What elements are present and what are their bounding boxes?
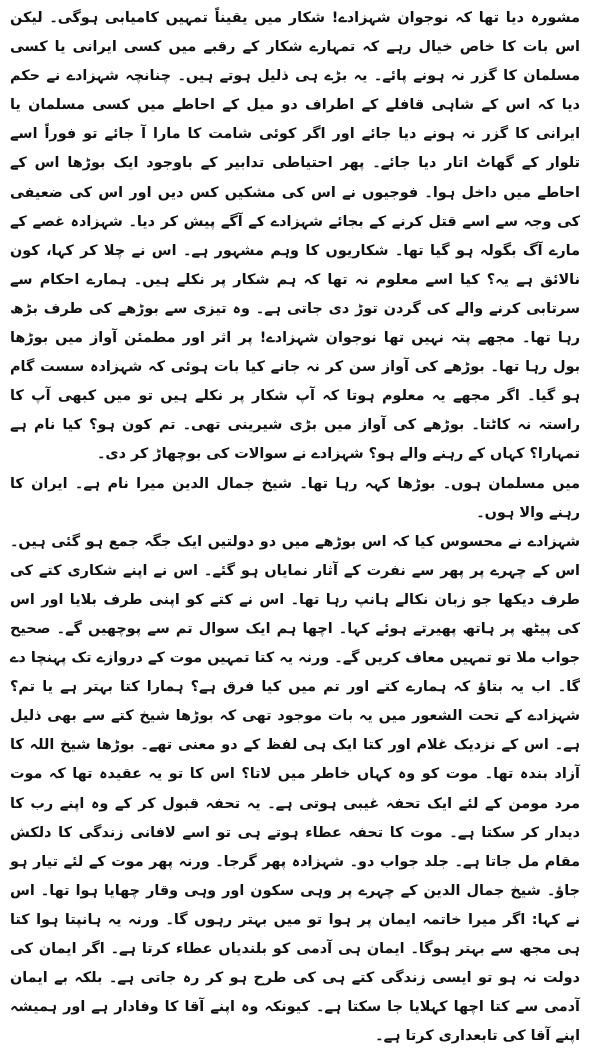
paragraph-story-opening: مشورہ دیا تھا کہ نوجوان شہزادے! شکار میں یقیناً تمہیں کامیابی ہوگی۔ لیکن اس بات کا خاص خیال رہے کہ تمہارے شکار کے رقبے میں کسی ایرانی یا کسی مسلمان کا گزر نہ ہونے پائے۔ یہ بڑے ہی ذلیل ہوتے ہیں۔ چنانچہ شہزادے نے حکم دیا کہ اس کے شاہی قافلے کے اطراف دو میل کے احاطے میں کسی مسلمان یا ایرانی کا گزر نہ ہونے دیا جائے اور اگر کوئی شامت کا مارا آ جائے تو فوراً اسے تلوار کے گھاٹ اتار دیا جائے۔ پھر احتیاطی تدابیر کے باوجود ایک بوڑھا اس کے احاطے میں داخل ہوا۔ فوجیوں نے اس کی مشکیں کس دیں اور اس کی ضعیفی کی وجہ سے اسے قتل کرنے کے بجائے شہزادے کے آگے پیش کر دیا۔ شہزادہ غصے کے مارے آگ بگولہ ہو گیا تھا۔ شکاریوں کا وہم مشہور ہے۔ اس نے چلا کر کہا، کون نالائق ہے یہ؟ کیا اسے معلوم نہ تھا کہ ہم شکار پر نکلے ہیں۔ ہمارے احکام سے سرتابی کرنے والے کی گردن توڑ دی جاتی ہے۔ وہ تیزی سے بوڑھے کی طرف بڑھ رہا تھا۔ مجھے پتہ نہیں تھا نوجوان شہزادے! پر اثر اور مطمئن آواز میں بوڑھا بول رہا تھا۔ بوڑھے کی آواز سن کر نہ جانے کیا بات ہوئی کہ شہزادہ سست گام ہو گیا۔ اگر مجھے یہ معلوم ہوتا کہ آپ شکار پر نکلے ہیں تو میں کبھی آپ کا راستہ نہ کاٹتا۔ بوڑھے کی آواز میں بڑی شیرینی تھی۔ تم کون ہو؟ کیا نام ہے تمہارا؟ کہاں کے رہنے والے ہو؟ شہزادے نے سوالات کی بوچھاڑ کر دی۔: [10, 10, 580, 463]
paragraph-prince-question: شہزادے نے محسوس کیا کہ اس بوڑھے میں دو دولتیں ایک جگہ جمع ہو گئی ہیں۔ اس کے چہرے پر پھر سے نفرت کے آثار نمایاں ہو گئے۔ اس نے اپنے شکاری کتے کی طرف دیکھا جو زبان نکالے ہانپ رہا تھا۔ اس نے کتے کو اپنی طرف بلایا اور اس کی پیٹھ پر ہاتھ پھیرتے ہوئے کہا۔ اچھا ہم ایک سوال تم سے پوچھیں گے۔ صحیح جواب ملا تو تمہیں معاف کریں گے۔ ورنہ یہ کتا تمہیں موت کے دروازے تک پہنچا دے گا۔ اب یہ بتاؤ کہ ہمارے کتے اور تم میں کیا فرق ہے؟ ہمارا کتا بہتر ہے یا تم؟ شہزادے کے تحت الشعور میں یہ بات موجود تھی کہ بوڑھا شیخ کتے سے بھی ذلیل ہے۔ اس کے نزدیک غلام اور کتا ایک ہی لفظ کے دو معنی تھے۔ بوڑھا شیخ اللہ کا آزاد بندہ تھا۔ موت کو وہ کہاں خاطر میں لاتا؟ اس کا تو یہ عقیدہ تھا کہ موت مرد مومن کے لئے ایک تحفہ غیبی ہوتی ہے۔ یہ تحفہ قبول کر کے وہ اپنے رب کا دیدار کر سکتا ہے۔ موت کا تحفہ عطاء ہوتے ہی تو اسے لافانی زندگی کا دلکش مقام مل جاتا ہے۔ جلد جواب دو۔ شہزادہ پھر گرجا۔ ورنہ پھر موت کے لئے تیار ہو جاؤ۔ شیخ جمال الدین کے چہرے پر وہی سکون اور وہی وقار چھایا ہوا تھا۔ اس نے کہا: اگر میرا خاتمہ ایمان پر ہوا تو میں بہتر رہوں گا۔ ورنہ یہ ہانپتا ہوا کتا ہی مجھ سے بہتر ہوگا۔ ایمان ہی آدمی کو بلندیاں عطاء کرتا ہے۔ اگر ایمان کی دولت نہ ہو تو ایسی زندگی کتے ہی کی طرح ہو کر رہ جاتی ہے۔ بلکہ بے ایمان آدمی سے کتا اچھا کہلایا جا سکتا ہے۔ کیونکہ وہ اپنے آقا کا وفادار ہے اور ہمیشہ اپنے آقا کی تابعداری کرتا ہے۔: [10, 533, 580, 1045]
paragraph-sheikh-reply: میں مسلمان ہوں۔ بوڑھا کہہ رہا تھا۔ شیخ جمال الدین میرا نام ہے۔ ایران کا رہنے والا ہوں۔: [10, 475, 580, 521]
document-page: [10, 4, 580, 1045]
